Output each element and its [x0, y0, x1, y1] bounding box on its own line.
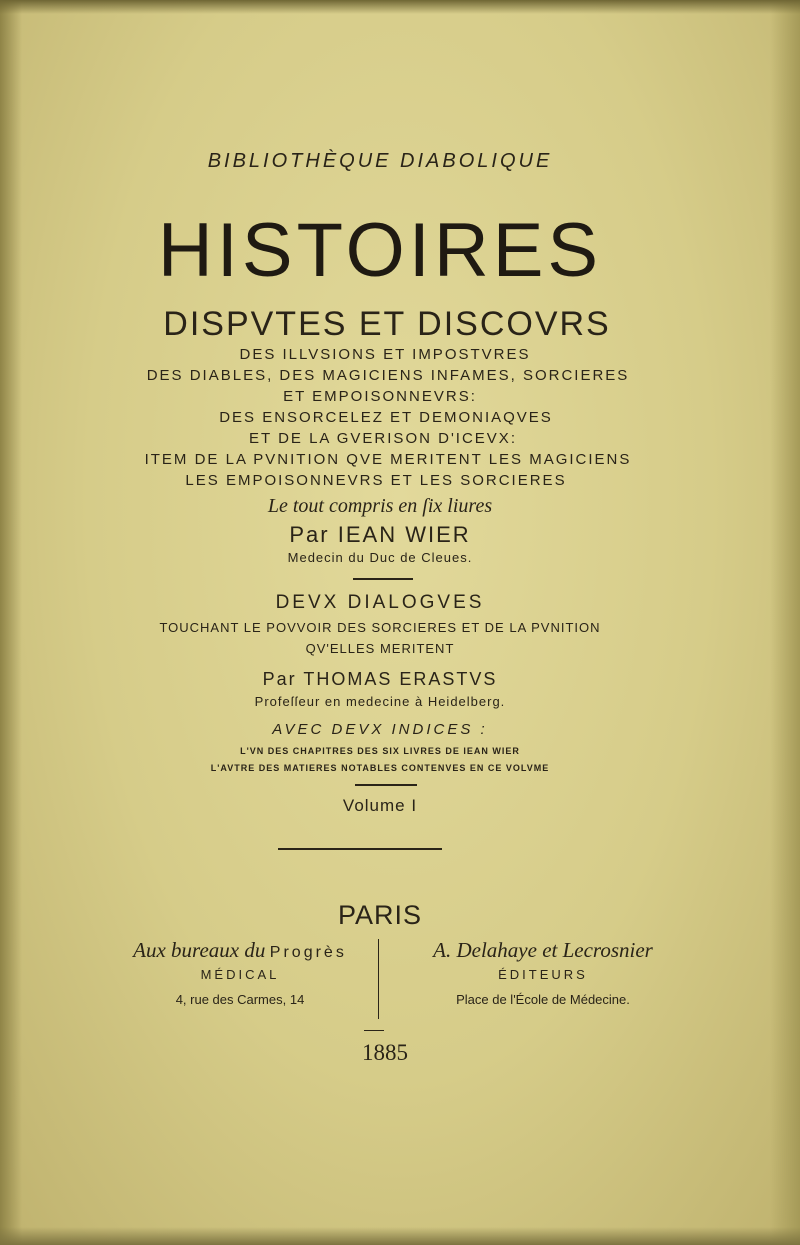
indices-line: L'AVTRE DES MATIERES NOTABLES CONTENVES EN CE VOLVME — [210, 763, 550, 773]
main-title: HISTOIRES — [157, 208, 603, 293]
divider — [353, 578, 413, 580]
page-edge-bottom — [0, 1227, 800, 1245]
description-line: DES ILLVSIONS ET IMPOSTVRES — [239, 346, 531, 363]
description-line: LES EMPOISONNEVRS ET LES SORCIERES — [185, 472, 567, 489]
page-edge-top — [0, 0, 800, 14]
publisher-right-role: ÉDITEURS — [498, 967, 588, 982]
series-title: BIBLIOTHÈQUE DIABOLIQUE — [207, 150, 553, 172]
publisher-left-line2: MÉDICAL — [200, 967, 280, 982]
publisher-left-line1 — [100, 938, 380, 963]
description-line: ET EMPOISONNEVRS: — [283, 388, 477, 405]
description-line: ITEM DE LA PVNITION QVE MERITENT LES MAGICIENS — [144, 451, 632, 468]
city: PARIS — [337, 900, 423, 930]
divider — [355, 784, 417, 786]
subtitle: DISPVTES ET DISCOVRS — [163, 305, 611, 343]
author-line — [0, 522, 780, 548]
description-line: DES ENSORCELEZ ET DEMONIAQVES — [219, 409, 553, 426]
publisher-left-address: 4, rue des Carmes, 14 — [175, 992, 305, 1007]
publication-year: 1885 — [362, 1040, 408, 1065]
second-author-name: THOMAS ERASTVS — [303, 669, 498, 689]
publisher-right-address: Place de l'École de Médecine. — [456, 992, 630, 1007]
dialogues-heading: DEVX DIALOGVES — [275, 592, 485, 613]
indices-heading: AVEC DEVX INDICES : — [272, 721, 488, 738]
second-author-by-label: Par — [262, 669, 297, 689]
description-line: DES DIABLES, DES MAGICIENS INFAMES, SORCIERES — [146, 367, 630, 384]
indices-line: L'VN DES CHAPITRES DES SIX LIVRES DE IEAN WIER — [240, 746, 520, 756]
second-author-line — [0, 669, 780, 690]
six-books-note: Le tout compris en ſix liures — [267, 495, 493, 517]
dialogues-line: TOUCHANT LE POVVOIR DES SORCIERES ET DE LA PVNITION — [159, 620, 601, 635]
author-by-label: Par — [289, 522, 330, 547]
divider — [364, 1030, 384, 1031]
publisher-right-name: A. Delahaye et Lecrosnier — [433, 938, 653, 962]
publisher-left-italic: Aux bureaux du — [133, 938, 266, 962]
volume-label: Volume I — [342, 796, 418, 815]
publisher-left-caps: Progrès — [269, 944, 347, 961]
divider — [278, 848, 442, 850]
second-author-role: Profeſſeur en medecine à Heidelberg. — [254, 694, 506, 709]
description-line: ET DE LA GVERISON D'ICEVX: — [249, 430, 517, 447]
author-role: Medecin du Duc de Cleues. — [287, 550, 473, 565]
author-name: IEAN WIER — [337, 522, 471, 547]
dialogues-line: QV'ELLES MERITENT — [305, 641, 455, 656]
